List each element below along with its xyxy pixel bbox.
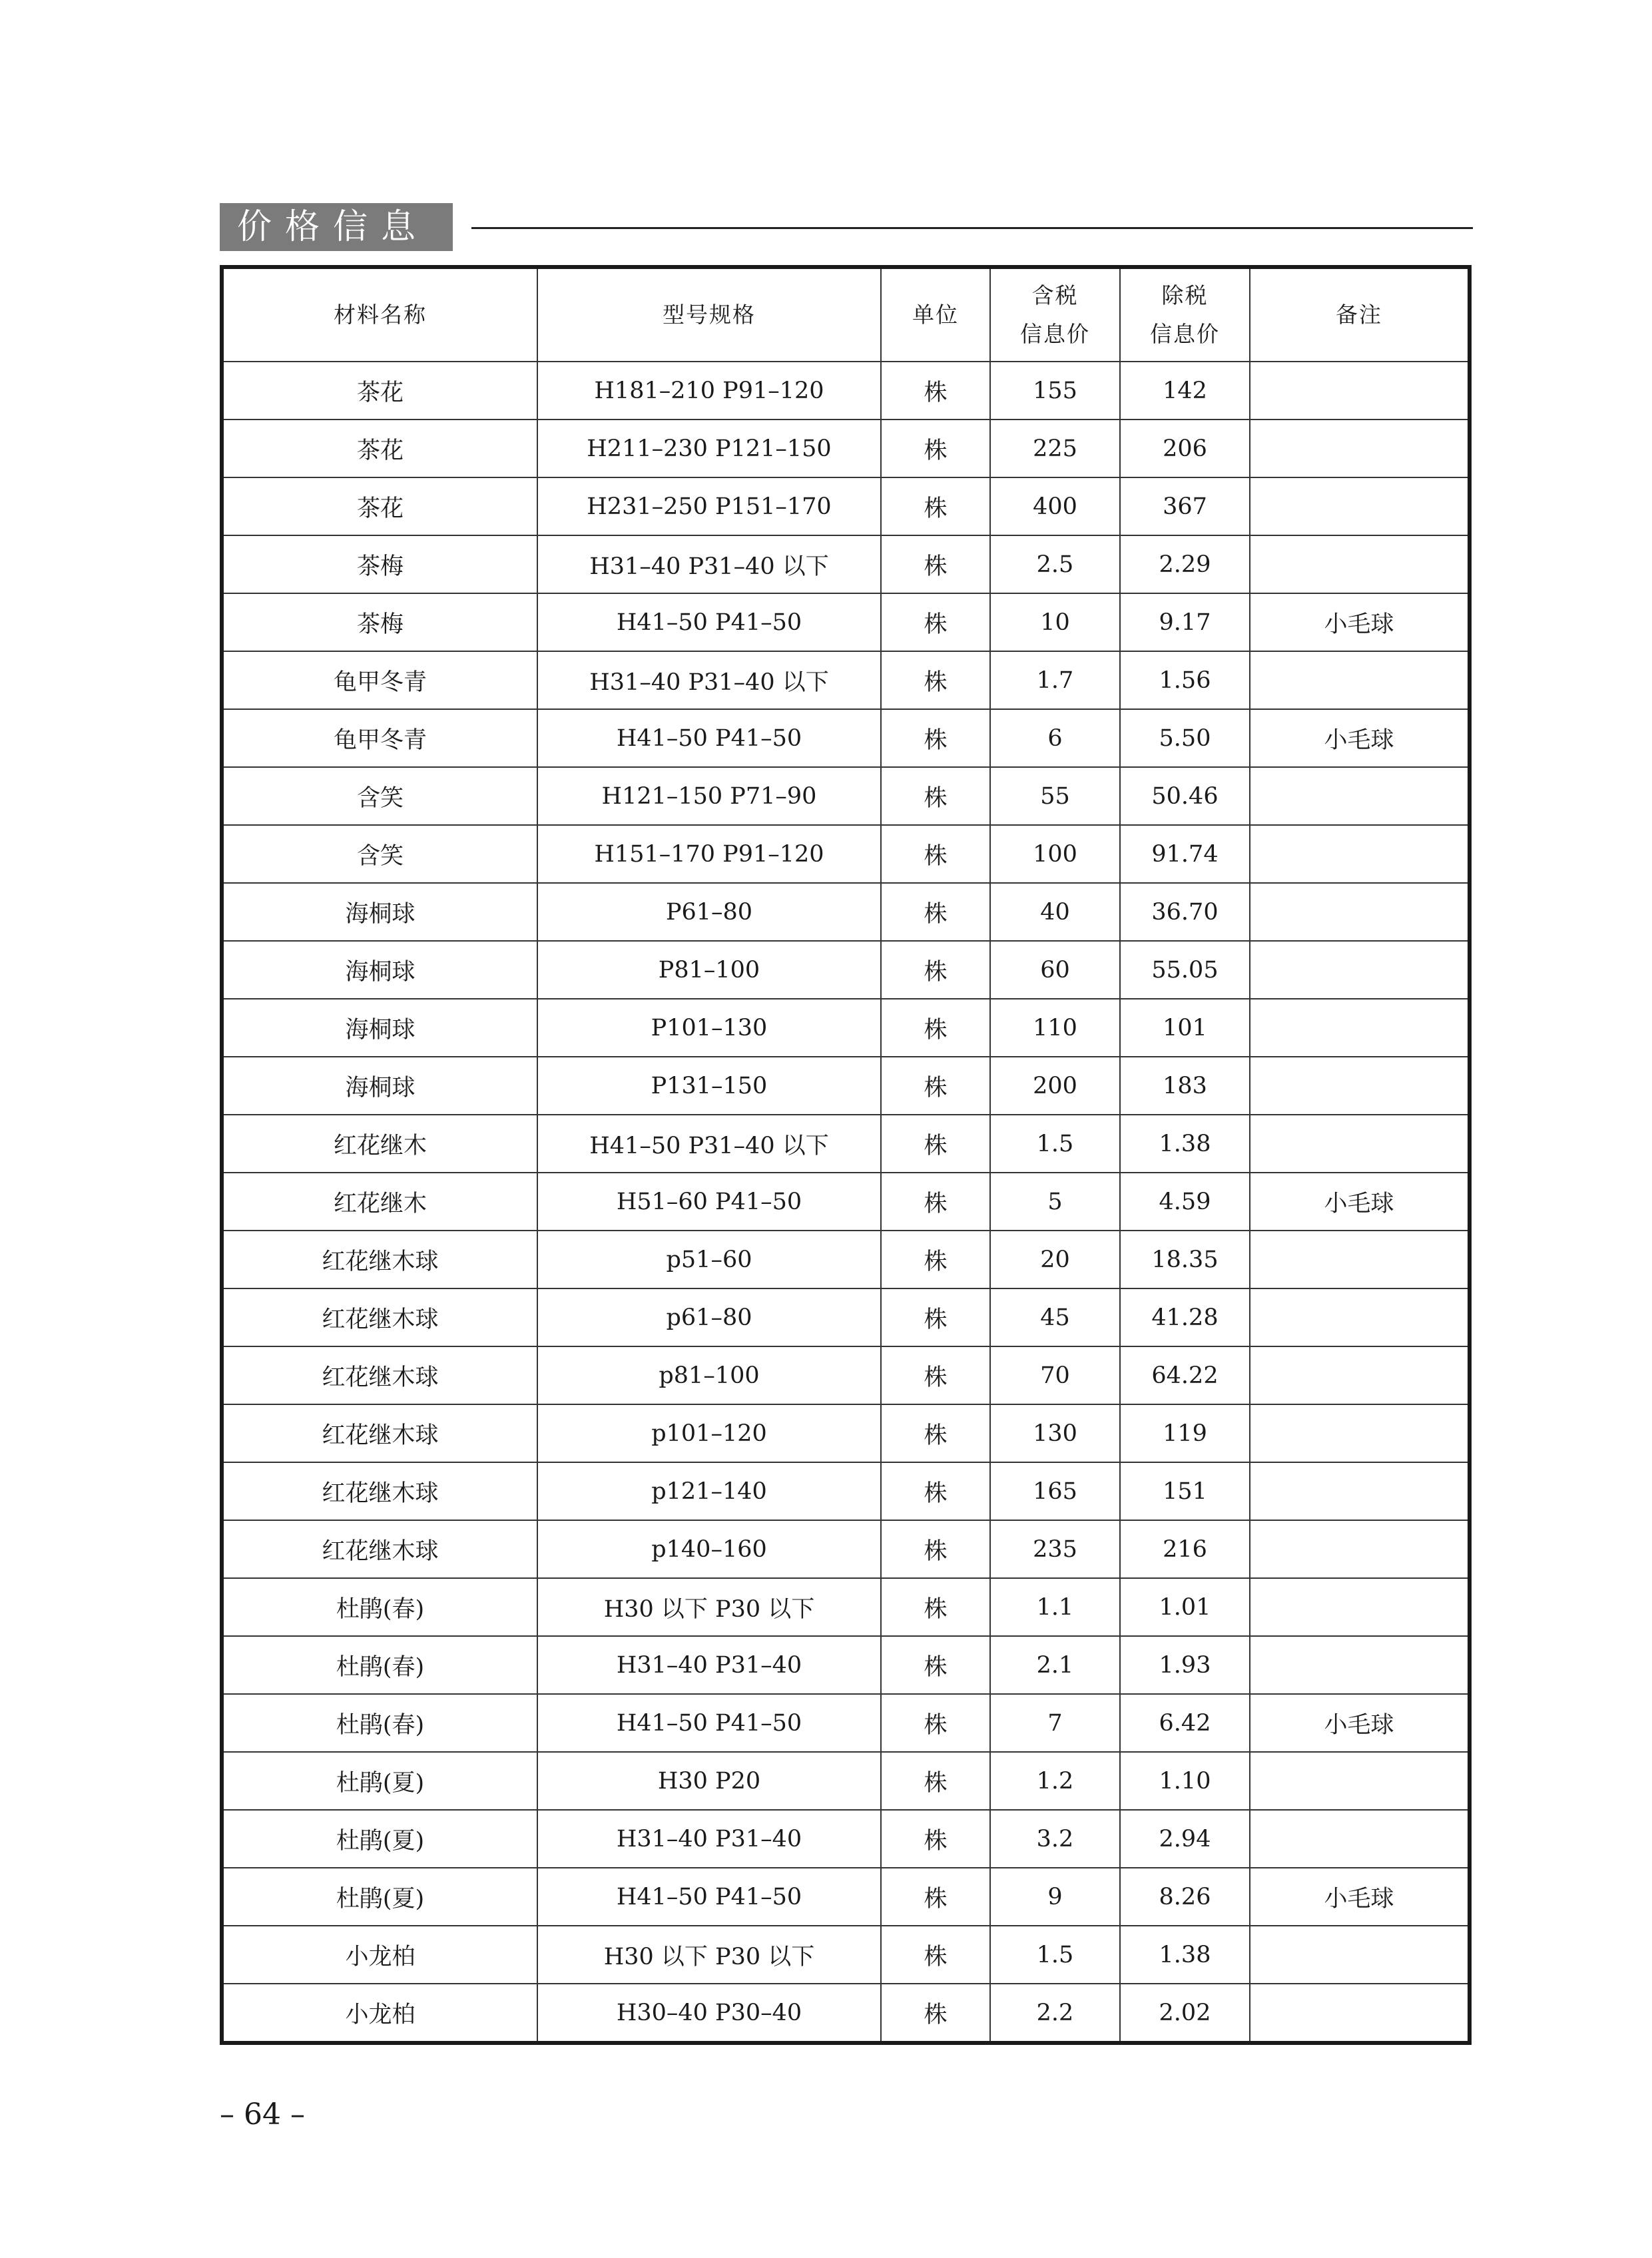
table-row	[222, 1057, 1470, 1115]
table-row	[222, 1346, 1470, 1404]
column-header-tax-incl-line2: 信息价	[1020, 321, 1090, 347]
cell-unit: 株	[881, 1404, 990, 1462]
cell-remark	[1250, 999, 1470, 1057]
cell-name: 含笑	[222, 825, 537, 883]
cell-unit: 株	[881, 651, 990, 709]
cell-remark: 小毛球	[1250, 593, 1470, 651]
cell-tax-excl: 2.29	[1120, 535, 1250, 593]
cell-spec: H41–50 P41–50	[537, 1868, 881, 1926]
cell-tax-excl: 367	[1120, 477, 1250, 535]
cell-tax-excl: 1.10	[1120, 1752, 1250, 1810]
cell-unit: 株	[881, 1288, 990, 1346]
cell-remark	[1250, 883, 1470, 941]
cell-unit: 株	[881, 999, 990, 1057]
cell-spec: H41–50 P41–50	[537, 709, 881, 767]
cell-tax-incl: 1.2	[990, 1752, 1120, 1810]
cell-remark: 小毛球	[1250, 1694, 1470, 1752]
cell-remark	[1250, 1057, 1470, 1115]
cell-tax-excl: 36.70	[1120, 883, 1250, 941]
price-table	[220, 265, 1472, 2045]
cell-spec: p81–100	[537, 1346, 881, 1404]
cell-unit: 株	[881, 709, 990, 767]
cell-tax-excl: 119	[1120, 1404, 1250, 1462]
cell-unit: 株	[881, 883, 990, 941]
cell-spec: H30–40 P30–40	[537, 1984, 881, 2043]
cell-name: 杜鹃(夏)	[222, 1810, 537, 1868]
cell-remark	[1250, 1288, 1470, 1346]
table-row	[222, 767, 1470, 825]
table-header-row	[222, 267, 1470, 362]
cell-remark: 小毛球	[1250, 1868, 1470, 1926]
cell-name: 杜鹃(春)	[222, 1636, 537, 1694]
cell-remark	[1250, 1984, 1470, 2043]
cell-name: 海桐球	[222, 941, 537, 999]
cell-name: 红花继木球	[222, 1462, 537, 1520]
cell-unit: 株	[881, 1926, 990, 1984]
table-row	[222, 1578, 1470, 1636]
cell-tax-excl: 1.38	[1120, 1926, 1250, 1984]
cell-unit: 株	[881, 825, 990, 883]
table-row	[222, 941, 1470, 999]
table-row	[222, 1810, 1470, 1868]
section-title: 价格信息	[220, 203, 453, 251]
cell-tax-incl: 2.5	[990, 535, 1120, 593]
cell-remark	[1250, 362, 1470, 420]
cell-tax-excl: 216	[1120, 1520, 1250, 1578]
cell-tax-incl: 1.7	[990, 651, 1120, 709]
table-row	[222, 1231, 1470, 1288]
cell-tax-incl: 70	[990, 1346, 1120, 1404]
section-divider	[471, 227, 1473, 229]
cell-unit: 株	[881, 1868, 990, 1926]
cell-spec: H30 P20	[537, 1752, 881, 1810]
cell-remark	[1250, 1231, 1470, 1288]
column-header-tax-excl-line1: 除税	[1161, 282, 1209, 308]
cell-tax-excl: 8.26	[1120, 1868, 1250, 1926]
cell-tax-excl: 1.01	[1120, 1578, 1250, 1636]
cell-name: 红花继木球	[222, 1231, 537, 1288]
cell-unit: 株	[881, 1173, 990, 1231]
cell-name: 茶梅	[222, 593, 537, 651]
table-row	[222, 883, 1470, 941]
cell-tax-excl: 101	[1120, 999, 1250, 1057]
cell-tax-excl: 64.22	[1120, 1346, 1250, 1404]
cell-tax-incl: 5	[990, 1173, 1120, 1231]
cell-tax-incl: 10	[990, 593, 1120, 651]
cell-tax-excl: 1.56	[1120, 651, 1250, 709]
cell-name: 杜鹃(夏)	[222, 1752, 537, 1810]
cell-name: 红花继木	[222, 1173, 537, 1231]
cell-remark: 小毛球	[1250, 1173, 1470, 1231]
column-header-spec: 型号规格	[537, 267, 881, 362]
column-header-unit: 单位	[881, 267, 990, 362]
cell-tax-excl: 9.17	[1120, 593, 1250, 651]
cell-unit: 株	[881, 1810, 990, 1868]
cell-tax-incl: 1.5	[990, 1115, 1120, 1173]
cell-remark	[1250, 1578, 1470, 1636]
cell-spec: H51–60 P41–50	[537, 1173, 881, 1231]
cell-unit: 株	[881, 1694, 990, 1752]
cell-unit: 株	[881, 1462, 990, 1520]
cell-tax-excl: 18.35	[1120, 1231, 1250, 1288]
table-row	[222, 709, 1470, 767]
table-row	[222, 477, 1470, 535]
cell-tax-excl: 1.38	[1120, 1115, 1250, 1173]
cell-unit: 株	[881, 1115, 990, 1173]
cell-name: 海桐球	[222, 1057, 537, 1115]
cell-name: 红花继木球	[222, 1404, 537, 1462]
cell-unit: 株	[881, 941, 990, 999]
cell-tax-excl: 151	[1120, 1462, 1250, 1520]
cell-unit: 株	[881, 1520, 990, 1578]
cell-tax-incl: 55	[990, 767, 1120, 825]
cell-name: 红花继木球	[222, 1288, 537, 1346]
cell-unit: 株	[881, 1984, 990, 2043]
table-body	[222, 362, 1470, 2043]
cell-name: 茶花	[222, 477, 537, 535]
cell-unit: 株	[881, 1231, 990, 1288]
cell-name: 茶花	[222, 362, 537, 420]
cell-remark	[1250, 1404, 1470, 1462]
cell-tax-excl: 1.93	[1120, 1636, 1250, 1694]
cell-tax-excl: 55.05	[1120, 941, 1250, 999]
cell-tax-incl: 130	[990, 1404, 1120, 1462]
cell-name: 海桐球	[222, 883, 537, 941]
table-row	[222, 999, 1470, 1057]
cell-unit: 株	[881, 1752, 990, 1810]
table-row	[222, 362, 1470, 420]
cell-remark	[1250, 477, 1470, 535]
cell-tax-excl: 5.50	[1120, 709, 1250, 767]
table-row	[222, 1520, 1470, 1578]
section-header	[220, 203, 1473, 251]
cell-spec: P61–80	[537, 883, 881, 941]
cell-tax-incl: 110	[990, 999, 1120, 1057]
cell-tax-incl: 2.1	[990, 1636, 1120, 1694]
cell-spec: H151–170 P91–120	[537, 825, 881, 883]
cell-remark	[1250, 825, 1470, 883]
cell-unit: 株	[881, 535, 990, 593]
column-header-tax-excl-line2: 信息价	[1150, 321, 1220, 347]
cell-unit: 株	[881, 767, 990, 825]
column-header-name: 材料名称	[222, 267, 537, 362]
cell-remark: 小毛球	[1250, 709, 1470, 767]
cell-name: 茶花	[222, 420, 537, 477]
cell-tax-excl: 142	[1120, 362, 1250, 420]
cell-tax-incl: 100	[990, 825, 1120, 883]
cell-spec: H121–150 P71–90	[537, 767, 881, 825]
cell-spec: H31–40 P31–40	[537, 1636, 881, 1694]
cell-spec: p51–60	[537, 1231, 881, 1288]
column-header-remark: 备注	[1250, 267, 1470, 362]
table-row	[222, 651, 1470, 709]
cell-tax-incl: 7	[990, 1694, 1120, 1752]
table-row	[222, 1115, 1470, 1173]
cell-tax-incl: 9	[990, 1868, 1120, 1926]
cell-unit: 株	[881, 1578, 990, 1636]
cell-tax-excl: 91.74	[1120, 825, 1250, 883]
table-row	[222, 1694, 1470, 1752]
cell-tax-incl: 155	[990, 362, 1120, 420]
cell-spec: H30 以下 P30 以下	[537, 1578, 881, 1636]
cell-tax-incl: 200	[990, 1057, 1120, 1115]
cell-remark	[1250, 1810, 1470, 1868]
table-row	[222, 535, 1470, 593]
cell-spec: P101–130	[537, 999, 881, 1057]
column-header-tax-excl	[1120, 267, 1250, 362]
cell-name: 杜鹃(春)	[222, 1578, 537, 1636]
cell-tax-excl: 206	[1120, 420, 1250, 477]
cell-tax-incl: 225	[990, 420, 1120, 477]
cell-spec: H211–230 P121–150	[537, 420, 881, 477]
table-row	[222, 1868, 1470, 1926]
cell-remark	[1250, 1636, 1470, 1694]
cell-remark	[1250, 767, 1470, 825]
cell-tax-incl: 40	[990, 883, 1120, 941]
cell-unit: 株	[881, 1057, 990, 1115]
cell-name: 小龙柏	[222, 1984, 537, 2043]
table-row	[222, 1462, 1470, 1520]
cell-unit: 株	[881, 1636, 990, 1694]
cell-spec: p101–120	[537, 1404, 881, 1462]
column-header-tax-incl-line1: 含税	[1031, 282, 1079, 308]
cell-tax-incl: 165	[990, 1462, 1120, 1520]
cell-name: 海桐球	[222, 999, 537, 1057]
cell-name: 红花继木球	[222, 1520, 537, 1578]
cell-tax-excl: 50.46	[1120, 767, 1250, 825]
cell-name: 龟甲冬青	[222, 709, 537, 767]
cell-tax-excl: 183	[1120, 1057, 1250, 1115]
cell-unit: 株	[881, 362, 990, 420]
cell-spec: H31–40 P31–40 以下	[537, 651, 881, 709]
cell-name: 红花继木	[222, 1115, 537, 1173]
cell-tax-incl: 400	[990, 477, 1120, 535]
cell-spec: p61–80	[537, 1288, 881, 1346]
table-row	[222, 1984, 1470, 2043]
cell-remark	[1250, 535, 1470, 593]
cell-tax-incl: 45	[990, 1288, 1120, 1346]
cell-tax-excl: 4.59	[1120, 1173, 1250, 1231]
cell-spec: H231–250 P151–170	[537, 477, 881, 535]
cell-tax-excl: 6.42	[1120, 1694, 1250, 1752]
cell-name: 龟甲冬青	[222, 651, 537, 709]
cell-unit: 株	[881, 1346, 990, 1404]
cell-tax-excl: 2.02	[1120, 1984, 1250, 2043]
cell-name: 小龙柏	[222, 1926, 537, 1984]
cell-remark	[1250, 1462, 1470, 1520]
cell-tax-incl: 60	[990, 941, 1120, 999]
cell-spec: H31–40 P31–40	[537, 1810, 881, 1868]
cell-tax-incl: 235	[990, 1520, 1120, 1578]
cell-spec: p121–140	[537, 1462, 881, 1520]
cell-unit: 株	[881, 477, 990, 535]
table-row	[222, 1926, 1470, 1984]
cell-remark	[1250, 420, 1470, 477]
page-number: – 64 –	[220, 2098, 305, 2131]
cell-name: 杜鹃(春)	[222, 1694, 537, 1752]
cell-spec: H30 以下 P30 以下	[537, 1926, 881, 1984]
cell-tax-excl: 41.28	[1120, 1288, 1250, 1346]
table-row	[222, 1404, 1470, 1462]
table-row	[222, 1752, 1470, 1810]
cell-spec: H31–40 P31–40 以下	[537, 535, 881, 593]
cell-tax-incl: 2.2	[990, 1984, 1120, 2043]
cell-remark	[1250, 1926, 1470, 1984]
cell-spec: p140–160	[537, 1520, 881, 1578]
table-row	[222, 1173, 1470, 1231]
table-row	[222, 1288, 1470, 1346]
cell-tax-incl: 1.1	[990, 1578, 1120, 1636]
table-row	[222, 825, 1470, 883]
cell-name: 含笑	[222, 767, 537, 825]
table-row	[222, 420, 1470, 477]
table-row	[222, 1636, 1470, 1694]
cell-spec: H181–210 P91–120	[537, 362, 881, 420]
cell-spec: H41–50 P41–50	[537, 593, 881, 651]
cell-name: 茶梅	[222, 535, 537, 593]
cell-unit: 株	[881, 420, 990, 477]
cell-remark	[1250, 1115, 1470, 1173]
cell-tax-incl: 20	[990, 1231, 1120, 1288]
cell-remark	[1250, 1752, 1470, 1810]
table-row	[222, 593, 1470, 651]
cell-tax-incl: 3.2	[990, 1810, 1120, 1868]
cell-name: 红花继木球	[222, 1346, 537, 1404]
cell-remark	[1250, 1520, 1470, 1578]
cell-remark	[1250, 651, 1470, 709]
cell-tax-excl: 2.94	[1120, 1810, 1250, 1868]
cell-spec: H41–50 P31–40 以下	[537, 1115, 881, 1173]
cell-unit: 株	[881, 593, 990, 651]
cell-remark	[1250, 1346, 1470, 1404]
cell-tax-incl: 6	[990, 709, 1120, 767]
cell-spec: H41–50 P41–50	[537, 1694, 881, 1752]
cell-spec: P81–100	[537, 941, 881, 999]
cell-name: 杜鹃(夏)	[222, 1868, 537, 1926]
cell-tax-incl: 1.5	[990, 1926, 1120, 1984]
cell-remark	[1250, 941, 1470, 999]
cell-spec: P131–150	[537, 1057, 881, 1115]
column-header-tax-incl	[990, 267, 1120, 362]
